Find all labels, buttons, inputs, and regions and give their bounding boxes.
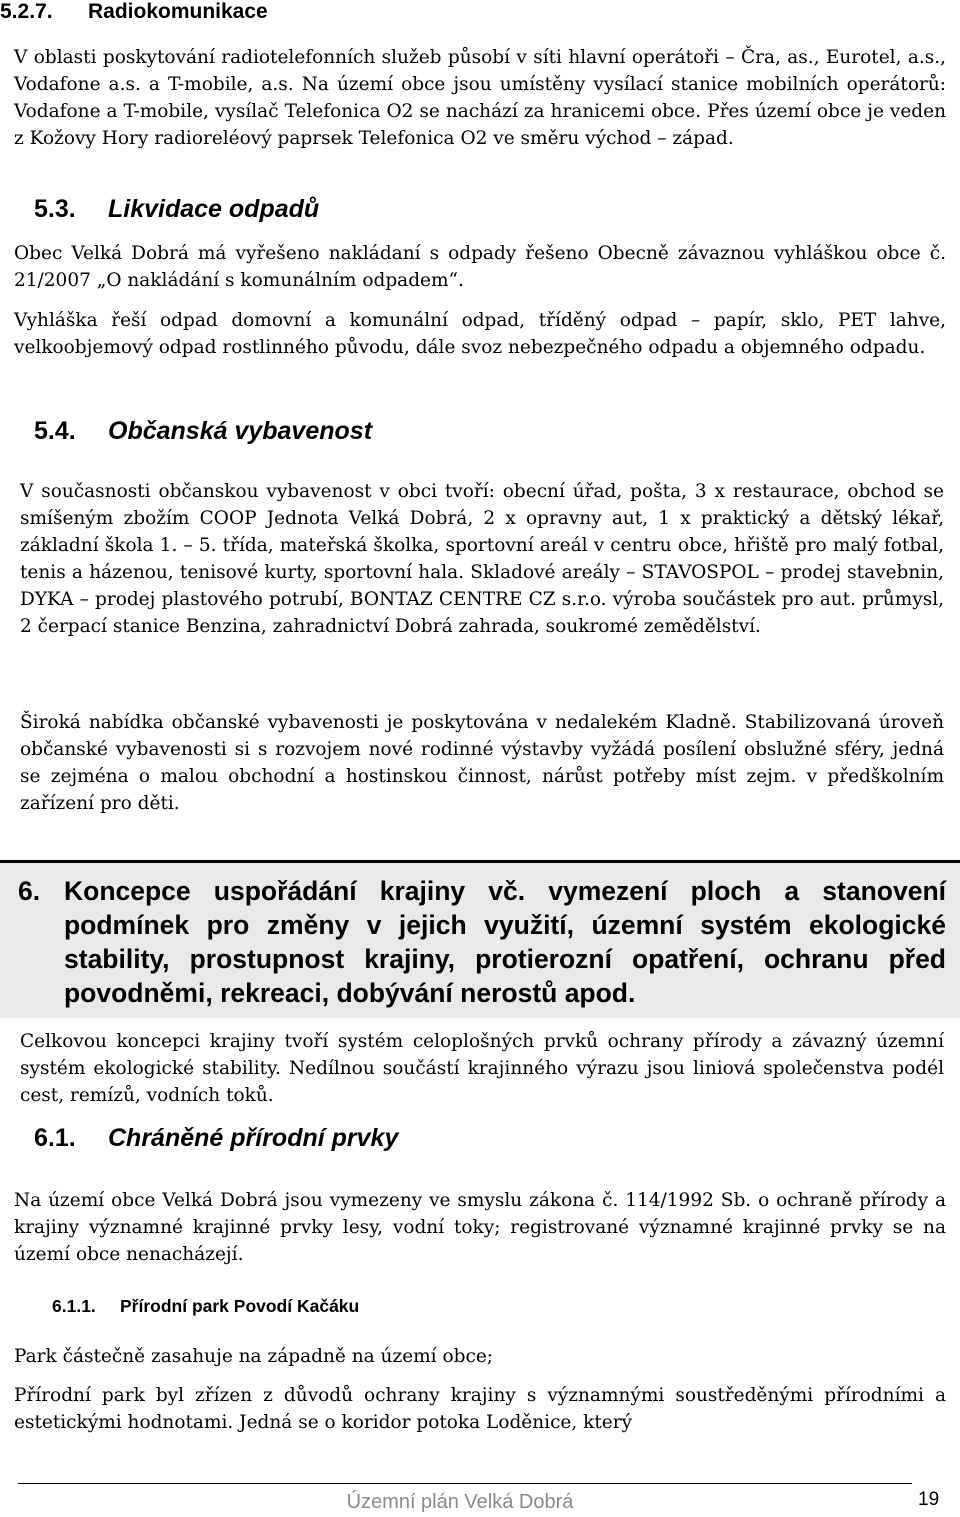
chapter-title: Koncepce uspořádání krajiny vč. vymezení ploch a stanovení podmínek pro změny v jejich využití, územní systém ekologické stability, prostupnost krajiny, protierozní opatření, ochranu před povodněmi, rekreaci, dobývání nerostů apod. [64, 876, 946, 1008]
section-title: Chráněné přírodní prvky [108, 1124, 399, 1152]
paragraph-odpady-2: Vyhláška řeší odpad domovní a komunální odpad, tříděný odpad – papír, sklo, PET lahve, velkoobjemový odpad rostlinného původu, dále svoz nebezpečného odpadu a objemného odpadu. [14, 310, 946, 358]
section-heading-5-2-7 [0, 0, 268, 24]
paragraph-park-1: Park částečně zasahuje na západně na území obce; [14, 1346, 494, 1367]
section-title: Radiokomunikace [88, 0, 268, 23]
section-number: 6.1. [34, 1124, 76, 1152]
paragraph-vybavenost-2: Široká nabídka občanské vybavenosti je poskytována v nedalekém Kladně. Stabilizovaná úroveň občanské vybavenosti si s rozvojem nové rodinné výstavby vyžádá posílení obslužné sféry, jedná se zejména o malou obchodní a hostinskou činnost, nárůst potřeby míst zejm. v předškolním zařízení pro děti. [20, 712, 944, 814]
footer-rule [18, 1483, 912, 1484]
paragraph-park-2: Přírodní park byl zřízen z důvodů ochrany krajiny s významnými soustředěnými přírodními a estetickými hodnotami. Jedná se o koridor potoka Loděnice, který [14, 1385, 946, 1433]
chapter-heading-6 [18, 874, 946, 1010]
footer-title: Územní plán Velká Dobrá [346, 1491, 574, 1513]
paragraph-odpady-1: Obec Velká Dobrá má vyřešeno nakládaní s odpady řešeno Obecně závaznou vyhláškou obce č. 21/2007 „O nakládání s komunálním odpadem“. [14, 243, 946, 291]
paragraph-koncepce: Celkovou koncepci krajiny tvoří systém celoplošných prvků ochrany přírody a závazný územní systém ekologické stability. Nedílnou součástí krajinného výrazu jsou liniová společenstva podél cest, remízů, vodních toků. [20, 1031, 944, 1106]
section-heading-6-1 [34, 1123, 398, 1153]
chapter-number: 6. [18, 876, 41, 906]
page-number: 19 [918, 1489, 940, 1510]
section-title: Občanská vybavenost [108, 417, 373, 445]
paragraph-vybavenost-1: V současnosti občanskou vybavenost v obci tvoří: obecní úřad, pošta, 3 x restaurace, obchod se smíšeným zbožím COOP Jednota Velká Dobrá, 2 x opravny aut, 1 x praktický a dětský lékař, základní škola 1. – 5. třída, mateřská školka, sportovní areál v centru obce, hřiště pro malý fotbal, tenis a házenou, tenisové kurty, sportovní hala. Skladové areály – STAVOSPOL – prodej stavebnin, DYKA – prodej plastového potrubí, BONTAZ CENTRE CZ s.r.o. výroba součástek pro aut. průmysl, 2 čerpací stanice Benzina, zahradnictví Dobrá zahrada, soukromé zemědělství. [20, 481, 944, 637]
section-title: Likvidace odpadů [108, 195, 320, 223]
paragraph-chranene-prvky: Na území obce Velká Dobrá jsou vymezeny ve smyslu zákona č. 114/1992 Sb. o ochraně přírody a krajiny významné krajinné prvky lesy, vodní toky; registrované významné krajinné prvky se na území obce nenacházejí. [14, 1190, 946, 1265]
section-number: 5.2.7. [0, 0, 53, 23]
section-title: Přírodní park Povodí Kačáku [120, 1296, 360, 1316]
section-number: 5.4. [34, 417, 76, 445]
paragraph-radiokomunikace: V oblasti poskytování radiotelefonních služeb působí v síti hlavní operátoři – Čra, as., Eurotel, a.s., Vodafone a.s. a T-mobile, a.s. Na území obce jsou umístěny vysílací stanice mobilních operátorů: Vodafone a T-mobile, vysílač Telefonica O2 se nachází za hranicemi obce. Přes území obce je veden z Kožovy Hory radioreléový paprsek Telefonica O2 ve směru východ – západ. [14, 47, 946, 149]
section-heading-5-3 [34, 194, 319, 224]
section-heading-6-1-1 [52, 1295, 359, 1317]
section-number: 5.3. [34, 195, 76, 223]
section-heading-5-4 [34, 416, 372, 446]
section-number: 6.1.1. [52, 1296, 96, 1316]
